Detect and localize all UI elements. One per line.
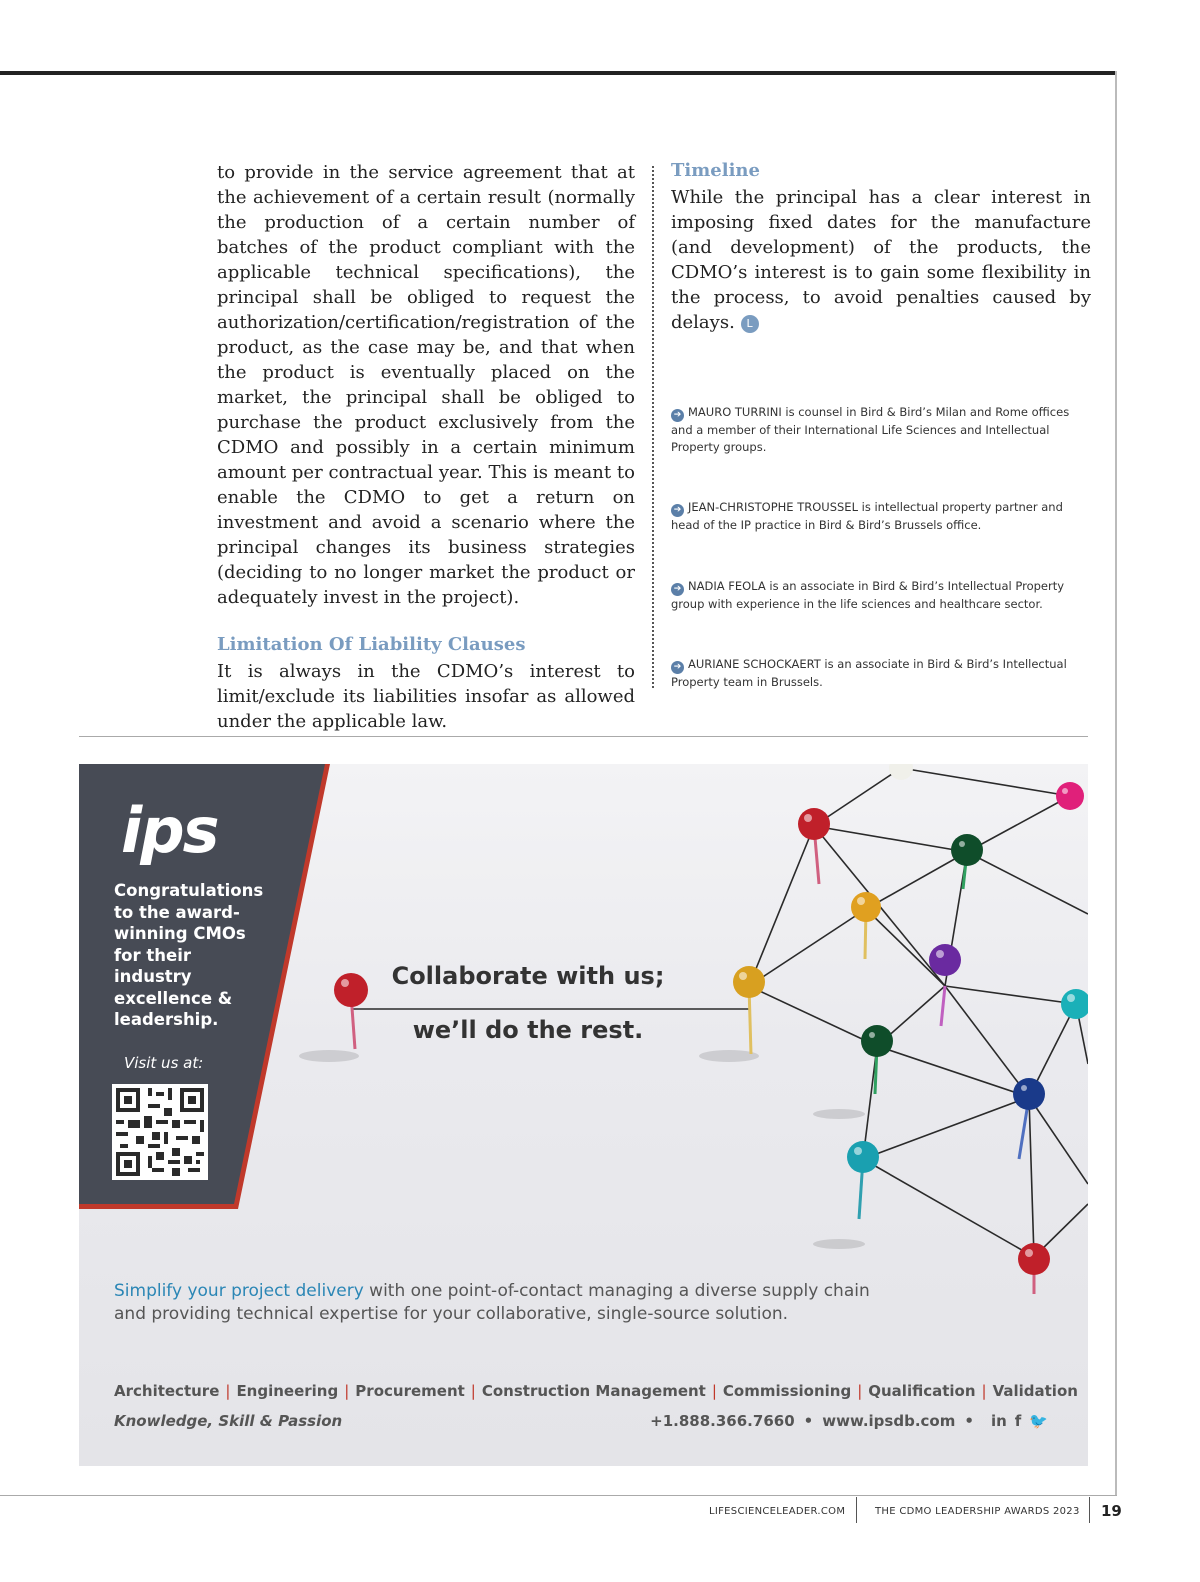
services-list: Architecture | Engineering | Procurement | Construction Management | Commissioning | Qualification | Validation [114, 1382, 1078, 1400]
footer-rule [0, 1495, 1117, 1496]
website-link[interactable]: www.ipsdb.com [822, 1412, 956, 1430]
author-bio [671, 656, 1091, 691]
ad-tagline-2: we’ll do the rest. [412, 1016, 644, 1044]
column-divider [652, 166, 654, 688]
ad-tagline-1: Collaborate with us; [391, 962, 665, 990]
ad-description-rest: with one point-of-contact managing a diverse supply chain and providing technical expertise for your collaborative, single-source solution. [114, 1281, 870, 1324]
congrats-text: Congratulations to the award-winning CMOs for their industry excellence & leadership. [114, 881, 264, 1029]
ad-motto: Knowledge, Skill & Passion [114, 1412, 343, 1430]
service-item: Commissioning [722, 1382, 852, 1400]
author-bio-text: is counsel in Bird & Bird’s Milan and Rome offices and a member of their International Life Sciences and Intellectual Property groups. [671, 405, 1070, 454]
twitter-icon[interactable]: 🐦 [1029, 1412, 1048, 1430]
author-bio-text: is an associate in Bird & Bird’s Intellectual Property team in Brussels. [671, 657, 1067, 689]
ad-description [114, 1280, 874, 1326]
author-bio [671, 578, 1091, 613]
advertisement [79, 764, 1088, 1466]
arrow-right-icon: ➔ [671, 504, 684, 517]
ad-description-highlight: Simplify your project delivery [114, 1281, 364, 1301]
linkedin-icon[interactable]: in [990, 1412, 1007, 1430]
article-paragraph: It is always in the CDMO’s interest to limit/exclude its liabilities insofar as allowed under the applicable law. [217, 661, 635, 732]
footer-separator [1089, 1497, 1090, 1523]
arrow-right-icon: ➔ [671, 409, 684, 422]
article-paragraph [671, 185, 1091, 335]
author-bio-text: is intellectual property partner and head of the IP practice in Bird & Bird’s Brussels office. [671, 500, 1063, 532]
end-of-article-icon: L [741, 315, 759, 333]
service-item: Architecture [114, 1382, 220, 1400]
subhead-liability: Limitation Of Liability Clauses [217, 634, 526, 655]
qr-code[interactable] [112, 1084, 208, 1180]
footer-issue: THE CDMO LEADERSHIP AWARDS 2023 [875, 1506, 1080, 1517]
author-bio [671, 499, 1091, 534]
arrow-right-icon: ➔ [671, 583, 684, 596]
service-item: Procurement [355, 1382, 465, 1400]
footer-separator [856, 1497, 857, 1523]
right-rule [1115, 71, 1117, 1496]
visit-label: Visit us at: [124, 1054, 204, 1072]
arrow-right-icon: ➔ [671, 661, 684, 674]
service-item: Validation [992, 1382, 1078, 1400]
phone-number[interactable]: +1.888.366.7660 [650, 1412, 795, 1430]
ips-logo: ips [121, 794, 218, 867]
ad-separator-rule [79, 736, 1088, 737]
footer-site: LIFESCIENCELEADER.COM [709, 1506, 846, 1517]
author-name: AURIANE SCHOCKAERT [688, 657, 821, 671]
ad-contact: +1.888.366.7660 • www.ipsdb.com • in f 🐦 [650, 1412, 1048, 1430]
article-paragraph: to provide in the service agreement that at the achievement of a certain result (normally the production of a certain number of batches of the product compliant with the applicable technical specifications), the principal shall be obliged to request the authorization/certification/registration of the product, as the case may be, and that when the product is eventually placed on the market, the principal shall be obliged to purchase the product exclusively from the CDMO and possibly in a certain minimum amount per contractual year. This is meant to enable the CDMO to get a return on investment and avoid a scenario where the principal changes its business strategies (deciding to no longer market the product or adequately invest in the project). [217, 162, 635, 608]
subhead-timeline: Timeline [671, 160, 760, 181]
author-bio [671, 404, 1091, 456]
author-bio-text: is an associate in Bird & Bird’s Intellectual Property group with experience in the life sciences and healthcare sector. [671, 579, 1065, 611]
page-number: 19 [1101, 1502, 1122, 1520]
author-name: MAURO TURRINI [688, 405, 782, 419]
article-left-column [217, 160, 635, 734]
service-item: Qualification [868, 1382, 976, 1400]
timeline-text: While the principal has a clear interest in imposing fixed dates for the manufacture (and development) of the products, the CDMO’s interest is to gain some flexibility in the process, to avoid penalties caused by delays. [671, 187, 1091, 333]
facebook-icon[interactable]: f [1014, 1412, 1022, 1430]
article-right-column [671, 160, 1091, 335]
author-name: JEAN-CHRISTOPHE TROUSSEL [688, 500, 858, 514]
service-item: Construction Management [481, 1382, 706, 1400]
service-item: Engineering [236, 1382, 339, 1400]
top-rule [0, 71, 1117, 75]
author-name: NADIA FEOLA [688, 579, 766, 593]
